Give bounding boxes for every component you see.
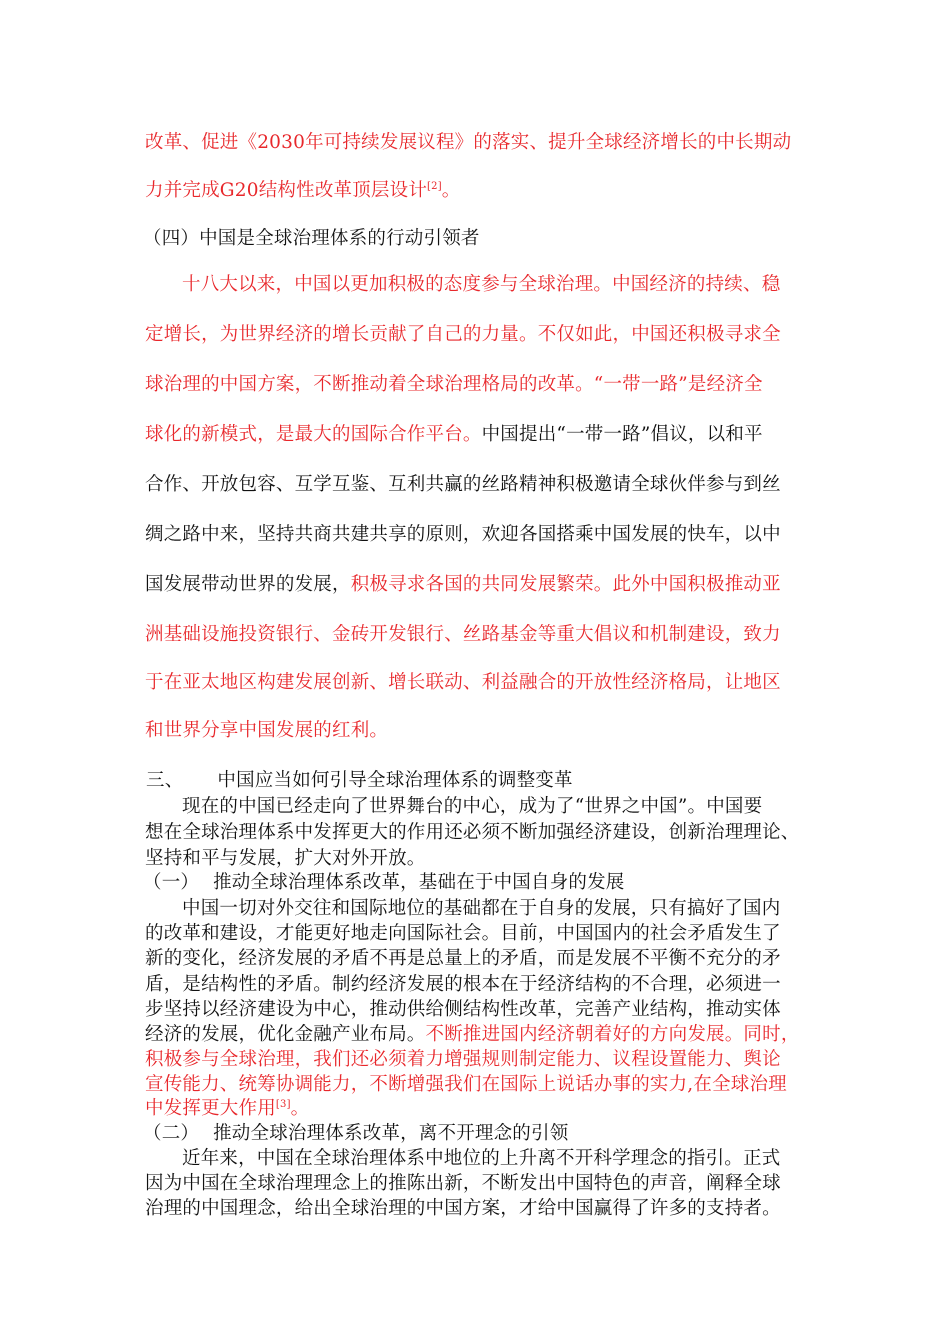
heading-text: 推动全球治理体系改革，离不开理念的引领 [213,1123,569,1144]
paragraph-line [145,818,825,844]
paragraph-line [145,620,825,646]
paragraph-line [145,320,825,346]
text-span: 绸之路中来，坚持共商共建共享的原则，欢迎各国搭乘中国发展的快车，以中 [145,524,781,545]
paragraph-line [145,792,862,818]
section-number: （二） [143,1123,200,1144]
subsection-heading [143,868,823,894]
text-span: 治理的中国理念，给出全球治理的中国方案，才给中国赢得了许多的支持者。 [145,1198,781,1219]
heading-text: 中国应当如何引导全球治理体系的调整变革 [217,770,573,791]
text-span: 经济的发展，优化金融产业布局。 [145,1024,426,1045]
paragraph-line [145,844,825,870]
paragraph-line [145,176,825,202]
paragraph-line [145,995,825,1021]
paragraph-line [145,1070,825,1096]
paragraph-line [145,1144,862,1170]
text-span: 国发展带动世界的发展， [145,574,351,595]
text-span: 定增长，为世界经济的增长贡献了自己的力量。不仅如此，中国还积极寻求全 [145,324,781,345]
text-span: 和世界分享中国发展的红利。 [145,720,389,741]
paragraph-line [145,1169,825,1195]
text-span: 步坚持以经济建设为中心，推动供给侧结构性改革，完善产业结构，推动实体 [145,999,781,1020]
text-span: 积极参与全球治理，我们还必须着力增强规则制定能力、议程设置能力、舆论 [145,1049,781,1070]
text-span: 中国提出“一带一路”倡议，以和平 [481,424,763,445]
paragraph-line [145,370,825,396]
footnote-ref[interactable]: [2] [427,181,442,192]
text-span: 球化的新模式，是最大的国际合作平台。 [145,424,482,445]
text-span: 盾，是结构性的矛盾。制约经济发展的根本在于经济结构的不合理，必须进一 [145,974,781,995]
text-span: 力并完成G20结构性改革顶层设计 [145,180,428,201]
subsection-heading [143,1119,823,1145]
text-span: 十八大以来，中国以更加积极的态度参与全球治理。中国经济的持续、稳 [182,274,781,295]
section-number: （一） [143,872,200,893]
paragraph-line [145,420,825,446]
text-span: 近年来，中国在全球治理体系中地位的上升离不开科学理念的指引。正式 [182,1148,781,1169]
heading-text: 推动全球治理体系改革，基础在于中国自身的发展 [213,872,625,893]
paragraph-line [145,128,825,154]
paragraph-line [145,1094,825,1120]
paragraph-line [145,668,825,694]
paragraph-line [145,1020,825,1046]
text-span: 不断推进国内经济朝着好的方向发展。同时， [425,1024,800,1045]
text-span: 于在亚太地区构建发展创新、增长联动、利益融合的开放性经济格局，让地区 [145,672,781,693]
text-span: 。 [441,180,461,201]
paragraph-line [145,270,862,296]
footnote-ref[interactable]: [3] [275,1099,291,1110]
text-span: 。 [290,1098,310,1119]
paragraph-line [145,570,825,596]
paragraph-line [145,919,825,945]
paragraph-line [145,520,825,546]
text-span: 积极寻求各国的共同发展繁荣。此外中国积极推动亚 [350,574,781,595]
text-span: 新的变化，经济发展的矛盾不再是总量上的矛盾，而是发展不平衡不充分的矛 [145,948,781,969]
paragraph-line [145,1045,825,1071]
text-span: 现在的中国已经走向了世界舞台的中心，成为了“世界之中国”。中国要 [182,796,763,817]
paragraph-line [145,1194,825,1220]
text-span: 洲基础设施投资银行、金砖开发银行、丝路基金等重大倡议和机制建设，致力 [145,624,781,645]
section-heading [146,766,826,792]
text-span: 坚持和平与发展，扩大对外开放。 [145,848,426,869]
section-heading [143,224,823,250]
paragraph-line [145,944,825,970]
section-number: 三、 [146,770,184,791]
paragraph-line [145,970,825,996]
text-span: 球治理的中国方案，不断推动着全球治理格局的改革。“一带一路”是经济全 [145,374,763,395]
text-span: 改革、促进《2030年可持续发展议程》的落实、提升全球经济增长的中长期动 [145,132,792,153]
text-span: 中发挥更大作用 [145,1098,276,1119]
paragraph-line [145,470,825,496]
heading-text: （四）中国是全球治理体系的行动引领者 [143,228,480,249]
text-span: 的改革和建设，才能更好地走向国际社会。目前，中国国内的社会矛盾发生了 [145,923,781,944]
text-span: 合作、开放包容、互学互鉴、互利共赢的丝路精神积极邀请全球伙伴参与到丝 [145,474,781,495]
text-span: 想在全球治理体系中发挥更大的作用还必须不断加强经济建设，创新治理理论、 [145,822,800,843]
text-span: 中国一切对外交往和国际地位的基础都在于自身的发展，只有搞好了国内 [182,898,781,919]
paragraph-line [145,716,825,742]
text-span: 宣传能力、统筹协调能力，不断增强我们在国际上说话办事的实力,在全球治理 [145,1074,787,1095]
paragraph-line [145,894,862,920]
text-span: 因为中国在全球治理理念上的推陈出新，不断发出中国特色的声音，阐释全球 [145,1173,781,1194]
